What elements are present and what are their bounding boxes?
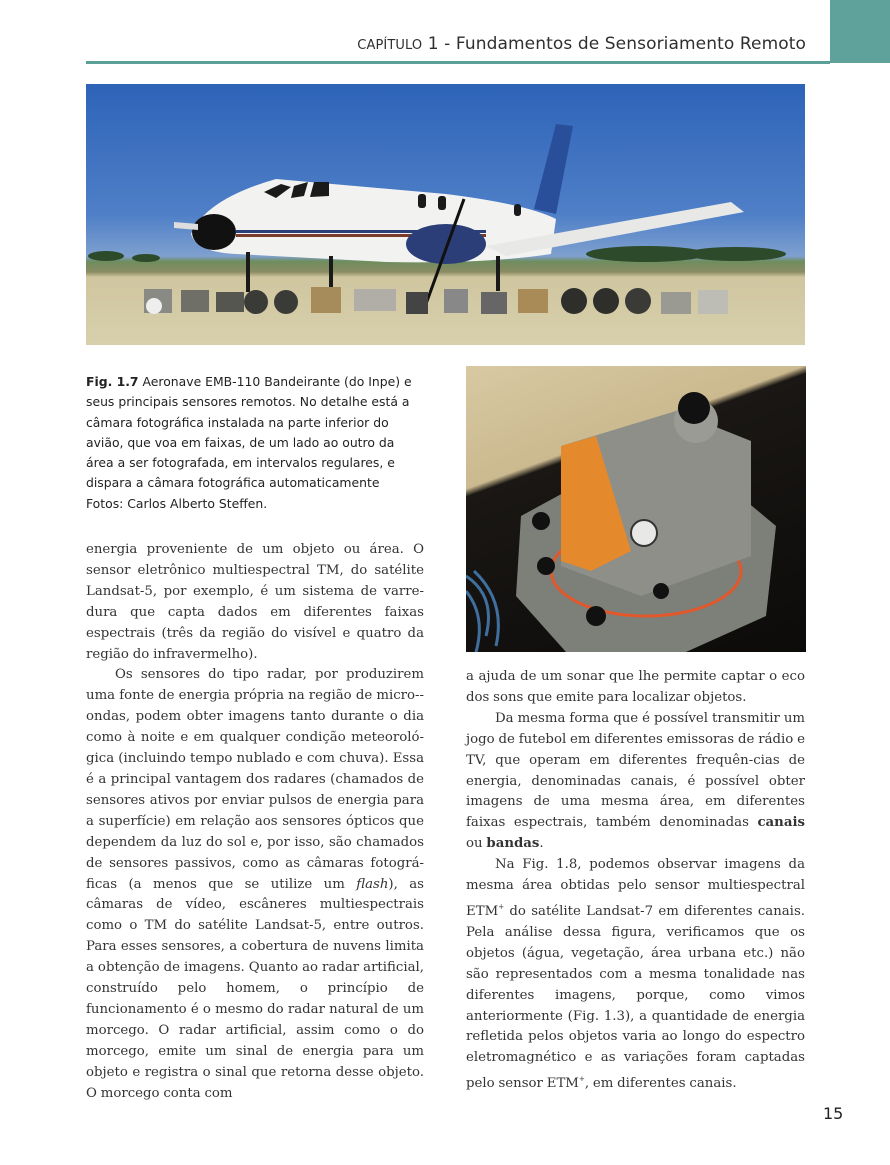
lens bbox=[678, 392, 710, 424]
paragraph-text: ou bbox=[466, 836, 487, 852]
body-column-left bbox=[86, 540, 424, 1104]
airplane-photo bbox=[86, 84, 805, 345]
cables bbox=[466, 571, 498, 652]
aerial-camera-illustration bbox=[466, 366, 806, 652]
paragraph: a ajuda de um sonar que lhe permite captar o eco dos sons que emite para localizar objetos. bbox=[466, 669, 805, 705]
figure-label: Fig. 1.7 bbox=[86, 374, 139, 389]
paragraph-text: . bbox=[539, 836, 544, 852]
superscript: + bbox=[498, 902, 505, 911]
paragraph-text: Os sensores do tipo radar, por produzirem uma fonte de energia própria na região de micro--ondas, podem obter imagens tanto durante o dia como à noite e em qualquer condição meteoroló-gica (incluindo tempo nublado e com chuva). Essa é a principal vantagem dos radares (chamados de sensores ativos por enviar pulsos de energia para a superfície) em relação aos sensores ópticos que dependem da luz do sol e, por isso, são chamados de sensores passivos, como as câmaras fotográ-ficas (a menos que se utilize um bbox=[86, 667, 424, 892]
nose-cone bbox=[192, 214, 236, 250]
bold-term: bandas bbox=[486, 836, 540, 852]
paragraph bbox=[86, 665, 424, 1104]
paragraph bbox=[466, 855, 805, 1095]
airplane-illustration bbox=[86, 84, 805, 345]
chapter-title: Fundamentos de Sensoriamento Remoto bbox=[455, 34, 806, 54]
engine-nacelle bbox=[406, 224, 486, 264]
figure-caption bbox=[86, 372, 416, 514]
chapter-label: CAPÍTULO bbox=[357, 38, 423, 53]
italic-term: flash bbox=[356, 876, 389, 892]
wing-left-stub bbox=[174, 222, 198, 230]
sensor-equipment-row bbox=[144, 287, 728, 314]
paragraph-text: , em diferentes canais. bbox=[584, 1076, 737, 1092]
chapter-tab-block bbox=[830, 0, 890, 63]
gauge-dial bbox=[631, 520, 657, 546]
page-number: 15 bbox=[823, 1104, 844, 1123]
camera-photo bbox=[466, 366, 806, 652]
paragraph-text: Na Fig. 1.8, podemos observar imagens da mesma área obtidas pelo sensor multiespectral ETM bbox=[466, 857, 805, 919]
paragraph-text: Da mesma forma que é possível transmitir um jogo de futebol em diferentes emissoras de rádio e TV, que operam em diferentes frequên-cias de energia, denominadas canais, é possível obter imagens de uma mesma área, em diferentes faixas espectrais, também denominadas bbox=[466, 710, 805, 831]
tail-fin bbox=[534, 124, 573, 214]
superscript: + bbox=[578, 1075, 585, 1084]
paragraph bbox=[466, 709, 805, 855]
paragraph-text: do satélite Landsat-7 em diferentes canais. Pela análise dessa figura, verificamos que os objetos (água, vegetação, área urbana etc.) não são representados com a mesma tonalidade nas diferentes imagens, porque, como vimos anteriormente (Fig. 1.3), a quantidade de energia refletida pelos objetos varia ao longo do espectro eletromagnético e as variações foram captadas pelo sensor ETM bbox=[466, 903, 805, 1092]
paragraph: energia proveniente de um objeto ou área. O sensor eletrônico multiespectral TM, do satélite Landsat-5, por exemplo, é um sistema de varre-dura que capta dados em diferentes faixas espectrais (três da região do visível e quatro da região do infravermelho). bbox=[86, 542, 424, 662]
paragraph-text: ), as câmaras de vídeo, escâneres multiespectrais como o TM do satélite Landsat-5, entre outros. Para esses sensores, a cobertura de nuvens limita a obtenção de imagens. Quanto ao radar artificial, construído pelo homem, o princípio de funcionamento é o mesmo do radar natural de um morcego. O radar artificial, assim como o do morcego, emite um sinal de energia para um objeto e registra o sinal que retorna desse objeto. O morcego conta com bbox=[86, 876, 424, 1101]
photo-credit: Fotos: Carlos Alberto Steffen. bbox=[86, 495, 268, 511]
body-column-right bbox=[466, 667, 805, 1095]
header-rule bbox=[86, 61, 830, 64]
header-separator: - bbox=[444, 34, 451, 54]
caption-text: Aeronave EMB-110 Bandeirante (do Inpe) e seus principais sensores remotos. No detalhe está a câmara fotográfica instalada na parte inferior do avião, que voa em faixas, de um lado ao outro da área a ser fotografada, em intervalos regulares, e dispara a câmara fotográfica automaticamente bbox=[86, 374, 412, 491]
chapter-number: 1 bbox=[427, 34, 439, 54]
bold-term: canais bbox=[757, 815, 805, 831]
running-header bbox=[357, 34, 806, 54]
